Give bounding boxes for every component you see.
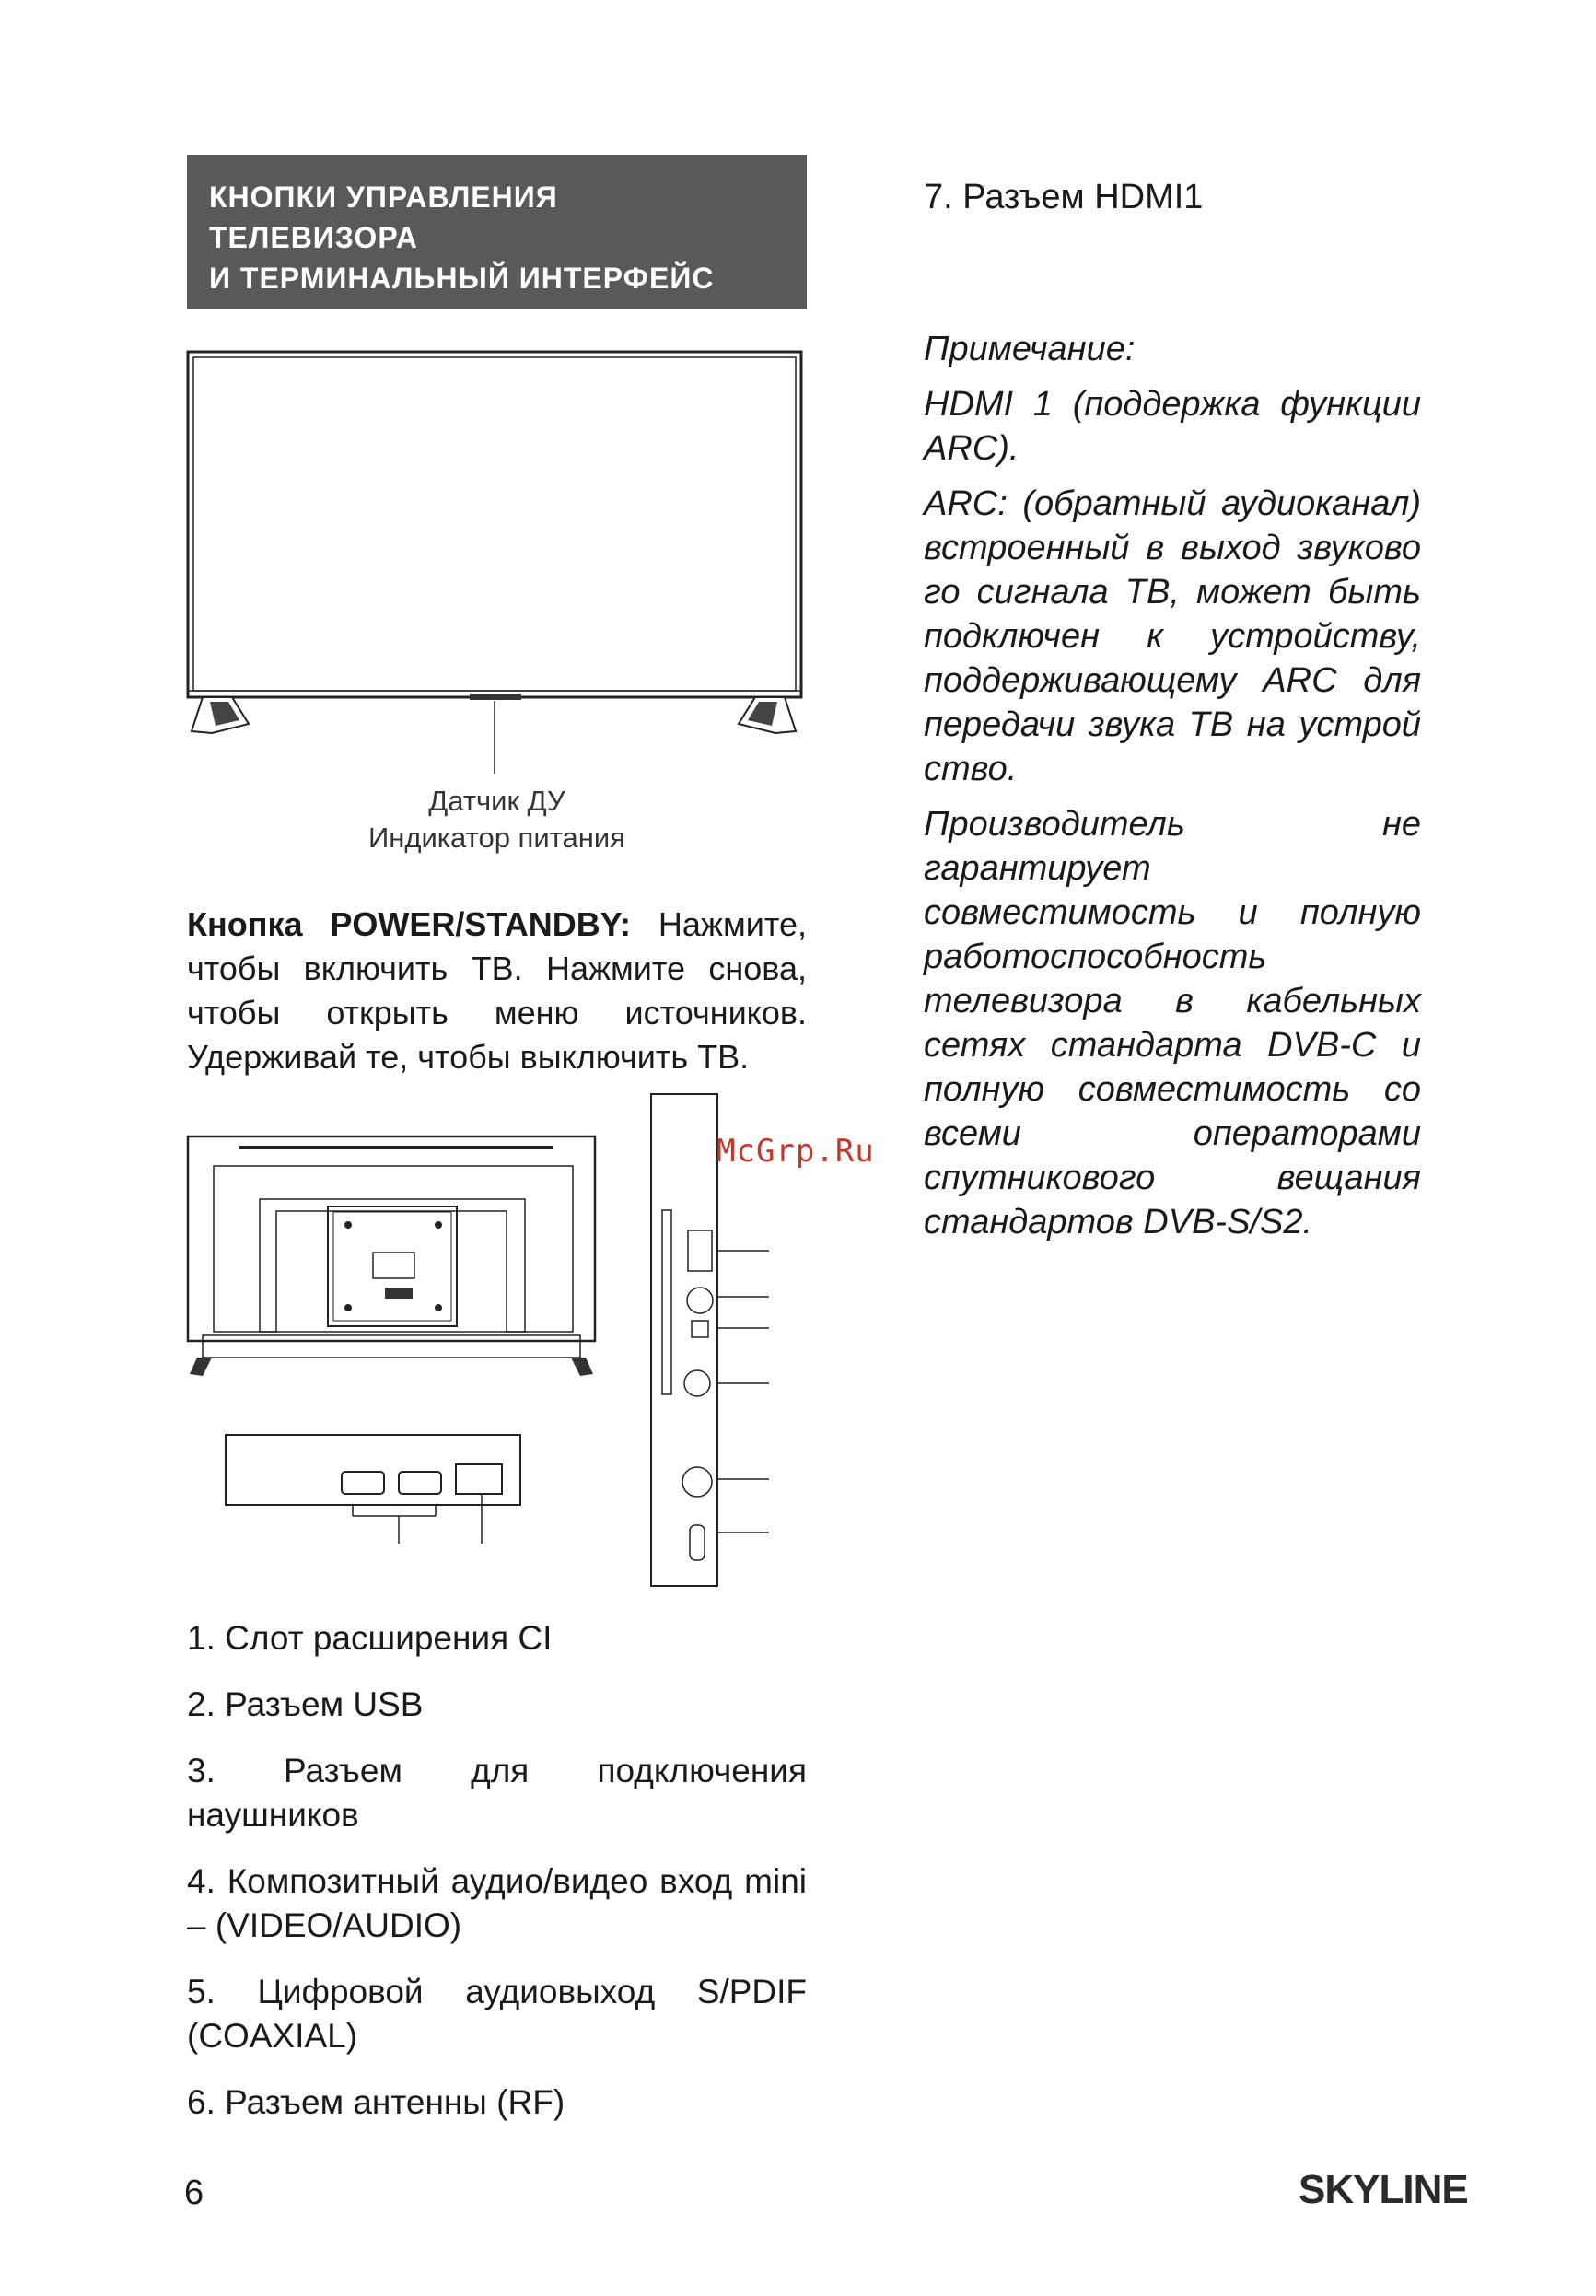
list-item: 6. Разъем антенны (RF) [187, 2083, 565, 2121]
note-title: Примечание: [924, 330, 1136, 368]
tv-front-illustration [184, 348, 810, 772]
page-number: 6 [184, 2174, 204, 2212]
power-button-label: Кнопка POWER/STANDBY: [187, 905, 632, 943]
tv-back-illustration [184, 1133, 599, 1400]
list-item: 3. Разъем для подключения наушников [187, 1752, 807, 1834]
list-item: 7. Разъем HDMI1 [924, 178, 1204, 216]
list-item: 5. Цифровой аудиовыход S/PDIF (COAXIAL) [187, 1973, 807, 2055]
list-item: 2. Разъем USB [187, 1685, 424, 1723]
connector-list [187, 1616, 807, 2147]
note-compatibility: Производитель не гарантирует совместимость и полную работоспособность телевизора в кабельных сетях стандарта DVB-C и полную совместимость со всеми операторами спутникового вещания стандартов DVB-S/S2. [924, 805, 1421, 1241]
header-line-3: И ТЕРМИНАЛЬНЫЙ ИНТЕРФЕЙС [209, 262, 715, 295]
list-item: 1. Слот расширения CI [187, 1619, 553, 1657]
note-block [924, 327, 1421, 1255]
power-button-description [187, 903, 807, 1079]
remote-sensor-caption: Датчик ДУ [428, 785, 565, 817]
header-line-1: КНОПКИ УПРАВЛЕНИЯ [209, 181, 558, 214]
bottom-connector-panel [224, 1433, 528, 1553]
note-arc-description: ARC: (обратный аудиоканал) встроенный в выход звуково го сигнала ТВ, может быть подключен к устройству, поддерживающему ARC для передачи звука ТВ на устрой ство. [924, 484, 1421, 788]
list-item: 4. Композитный аудио/видео вход mini – (VIDEO/AUDIO) [187, 1862, 807, 1944]
note-hdmi-arc: HDMI 1 (поддержка функции ARC). [924, 385, 1421, 468]
power-button-text: Нажмите, чтобы включить ТВ. Нажмите снова, чтобы открыть меню источников. Удерживай те, чтобы выключить ТВ. [187, 905, 807, 1076]
brand-logo: SKYLINE [1299, 2167, 1468, 2212]
section-header [187, 155, 807, 309]
header-line-2: ТЕЛЕВИЗОРА [209, 221, 418, 254]
watermark-text: McGrp.Ru [716, 1133, 875, 1170]
power-indicator-caption: Индикатор питания [368, 822, 625, 854]
